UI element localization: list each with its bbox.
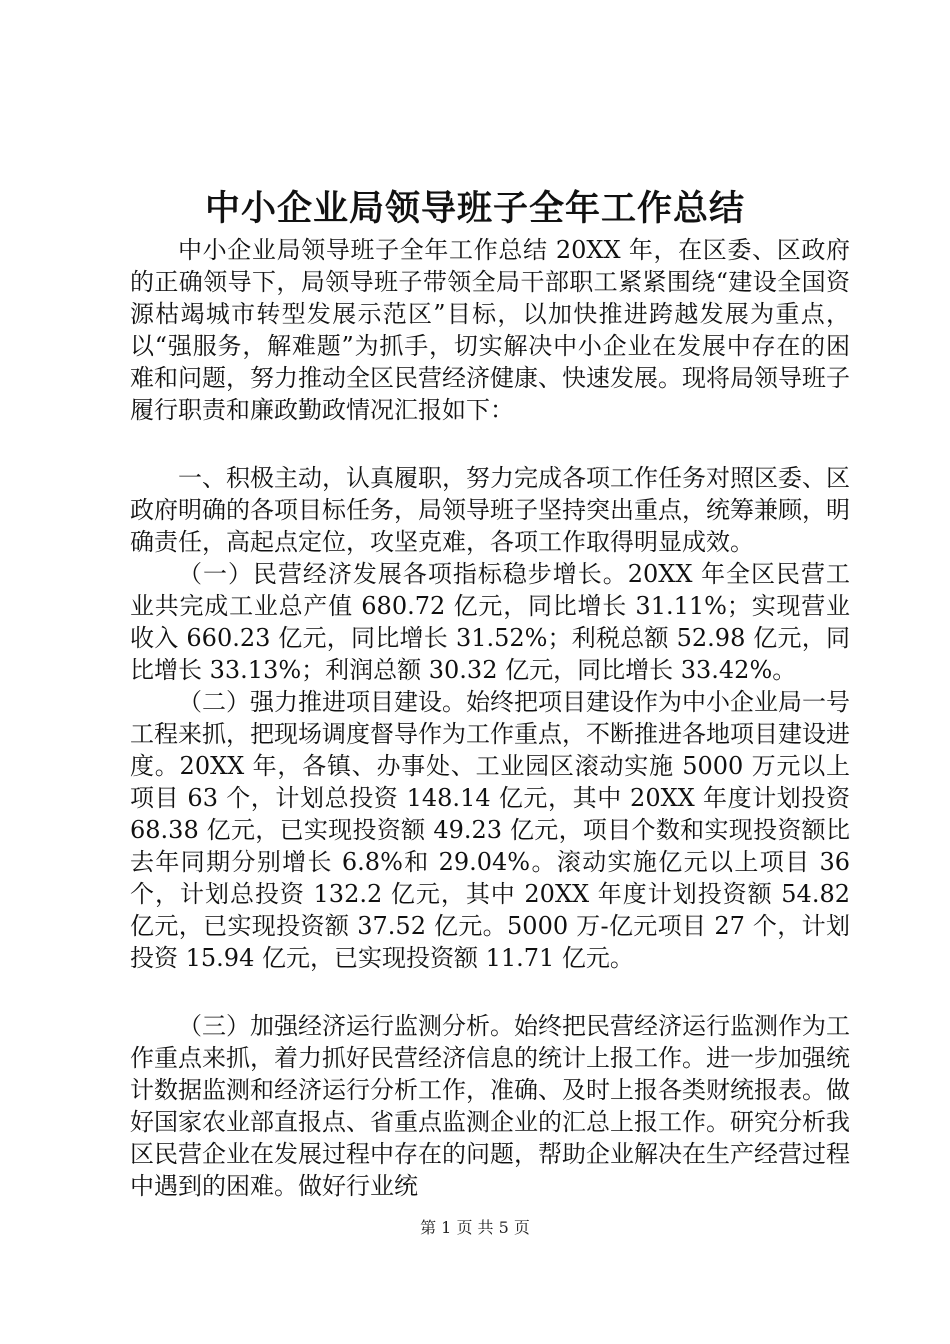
document-body — [130, 234, 850, 1202]
paragraph-intro: 中小企业局领导班子全年工作总结 20XX 年，在区委、区政府的正确领导下，局领导班子带领全局干部职工紧紧围绕“建设全国资源枯竭城市转型发展示范区”目标，以加快推进跨越发展为重点，以“强服务，解难题”为抓手，切实解决中小企业在发展中存在的困难和问题，努力推动全区民营经济健康、快速发展。现将局领导班子履行职责和廉政勤政情况汇报如下： — [130, 236, 850, 424]
paragraph-gap — [130, 426, 850, 462]
paragraph-gap — [130, 974, 850, 1010]
paragraph-subsection-1: （一）民营经济发展各项指标稳步增长。20XX 年全区民营工业共完成工业总产值 680.72 亿元，同比增长 31.11%；实现营业收入 660.23 亿元，同比增长 31.52%；利税总额 52.98 亿元，同比增长 33.13%；利润总额 30.32 亿元，同比增长 33.42%。 — [130, 560, 850, 684]
paragraph-subsection-3: （三）加强经济运行监测分析。始终把民营经济运行监测作为工作重点来抓，着力抓好民营经济信息的统计上报工作。进一步加强统计数据监测和经济运行分析工作，准确、及时上报各类财统报表。做好国家农业部直报点、省重点监测企业的汇总上报工作。研究分析我区民营企业在发展过程中存在的问题，帮助企业解决在生产经营过程中遇到的困难。做好行业统 — [130, 1012, 850, 1200]
page-number-footer: 第 1 页 共 5 页 — [420, 1218, 530, 1237]
paragraph-section-1: 一、积极主动，认真履职，努力完成各项工作任务对照区委、区政府明确的各项目标任务，局领导班子坚持突出重点，统筹兼顾，明确责任，高起点定位，攻坚克难，各项工作取得明显成效。 — [130, 464, 850, 556]
document-title: 中小企业局领导班子全年工作总结 — [204, 188, 745, 229]
paragraph-subsection-2: （二）强力推进项目建设。始终把项目建设作为中小企业局一号工程来抓，把现场调度督导作为工作重点，不断推进各地项目建设进度。20XX 年，各镇、办事处、工业园区滚动实施 5000 万元以上项目 63 个，计划总投资 148.14 亿元，其中 20XX 年度计划投资 68.38 亿元，已实现投资额 49.23 亿元，项目个数和实现投资额比去年同期分别增长 6.8%和 29.04%。滚动实施亿元以上项目 36 个，计划总投资 132.2 亿元，其中 20XX 年度计划投资额 54.82 亿元，已实现投资额 37.52 亿元。5000 万-亿元项目 27 个，计划投资 15.94 亿元，已实现投资额 11.71 亿元。 — [130, 688, 850, 972]
